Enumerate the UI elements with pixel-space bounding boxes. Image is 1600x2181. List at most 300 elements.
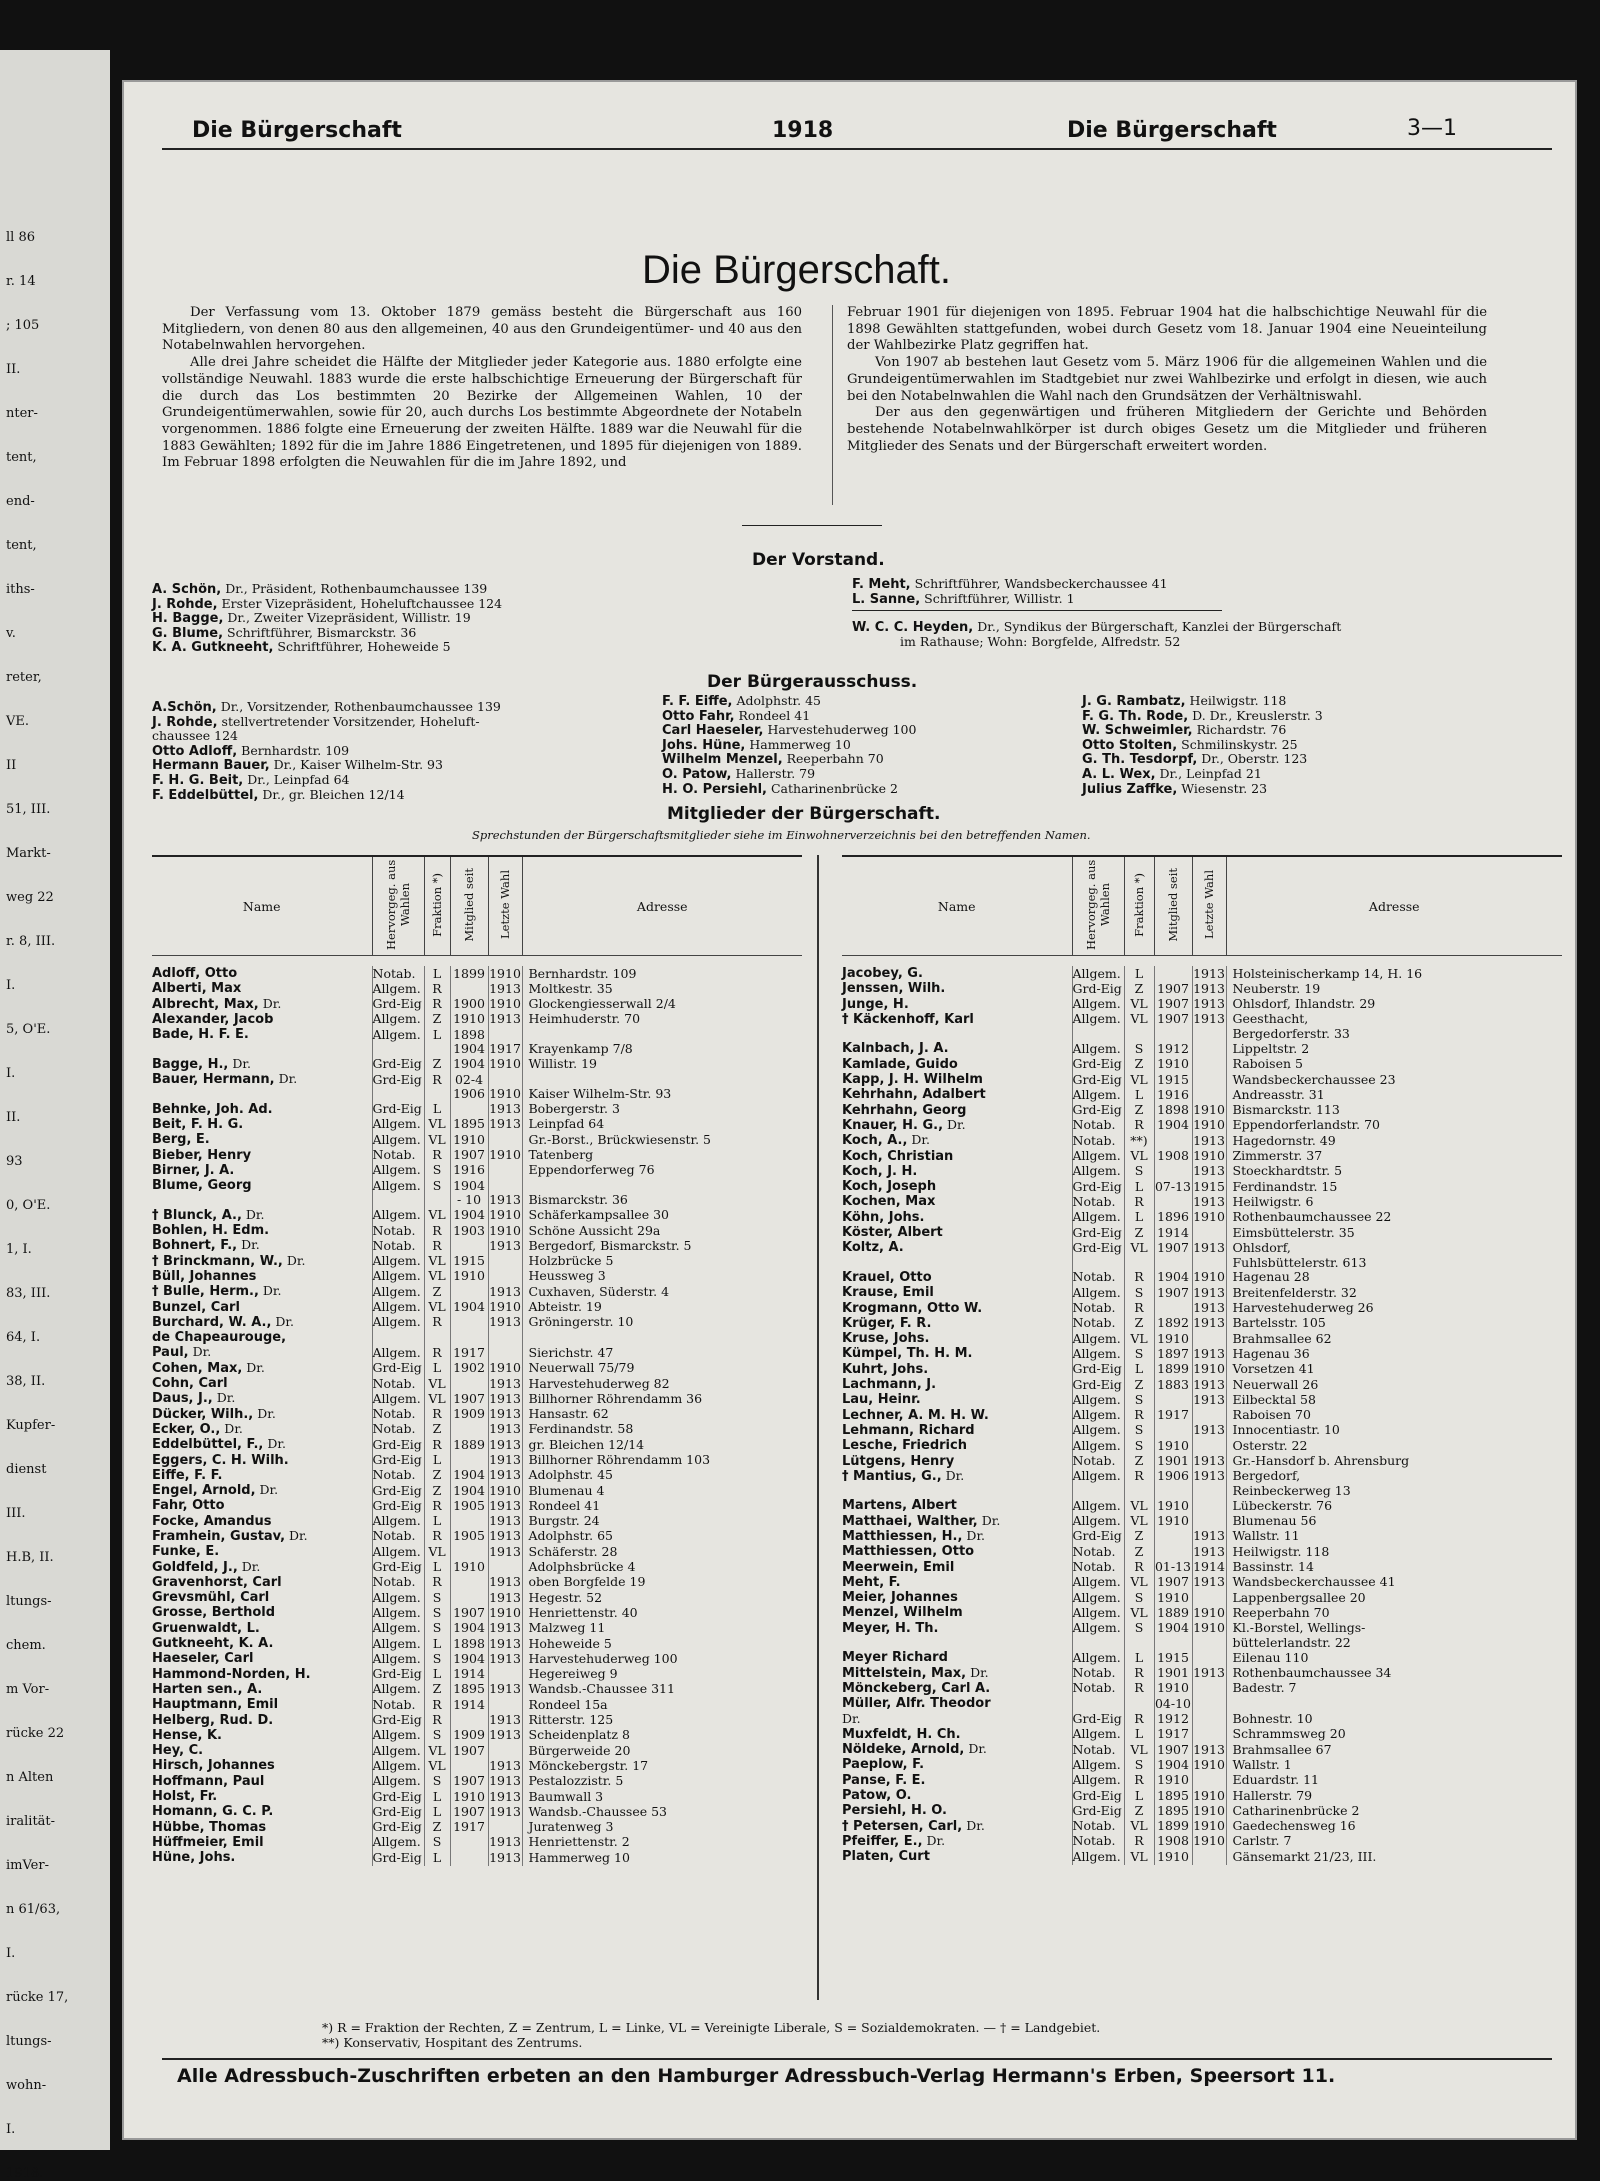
member-name: Lütgens, Henry	[842, 1453, 955, 1469]
letzte-wahl-cell: 1910	[1193, 1756, 1225, 1772]
member-name: Hüne, Johs.	[152, 1850, 236, 1866]
member-name-cell	[842, 1438, 1072, 1453]
adresse-cell: Osterstr. 22	[1226, 1438, 1562, 1453]
member-name-cell	[152, 1254, 372, 1269]
member-name: Birner, J. A.	[152, 1162, 235, 1178]
column-header-label: Letzte Wahl	[498, 870, 512, 939]
column-header	[450, 856, 488, 956]
member-name: Hirsch, Johannes	[152, 1758, 275, 1774]
list-entry	[152, 773, 501, 788]
member-name: Ecker, O.,	[152, 1421, 221, 1437]
table-row	[842, 1072, 1562, 1087]
running-header-left: Die Bürgerschaft	[192, 118, 402, 143]
mitglied-seit-cell: 1907	[450, 1605, 488, 1620]
member-name-cell	[152, 1651, 372, 1666]
letzte-wahl-cell: 1913	[489, 1011, 521, 1027]
table-row	[842, 1149, 1562, 1164]
member-name: † Käckenhoff, Karl	[842, 1011, 974, 1027]
member-name: Büll, Johannes	[152, 1268, 257, 1284]
wahl-cell: Grd-Eig	[1072, 1240, 1124, 1255]
fraktion-cell: S	[1124, 1590, 1154, 1605]
member-name: Bohnert, F.,	[152, 1238, 238, 1254]
letzte-wahl-cell: 1910	[1193, 1102, 1225, 1118]
wahl-cell: Grd-Eig	[372, 1560, 424, 1575]
member-name: Harten sen., A.	[152, 1681, 263, 1697]
entry-name: F. G. Th. Rode,	[1082, 708, 1189, 724]
mitglied-seit-cell	[450, 1330, 488, 1345]
fraktion-cell: R	[1124, 1773, 1154, 1788]
adresse-cell: Mönckebergstr. 17	[522, 1758, 802, 1773]
table-row	[152, 966, 802, 981]
table-row	[152, 1284, 802, 1299]
wahl-cell: Grd-Eig	[1072, 981, 1124, 996]
letzte-wahl-cell: 1913	[489, 1497, 521, 1513]
wahl-cell: Allgem.	[1072, 1469, 1124, 1484]
footnote-fraktion: *) R = Fraktion der Rechten, Z = Zentrum, L = Linke, VL = Vereinigte Liberale, S = Sozialdemokraten. — † = Landgebiet.	[322, 2020, 1101, 2035]
adresse-cell: Eilbecktal 58	[1226, 1392, 1562, 1407]
mitglied-seit-cell: 1904	[1154, 1118, 1192, 1133]
wahl-cell: Allgem.	[372, 1178, 424, 1193]
column-header-label: Adresse	[1368, 898, 1420, 914]
syndikus-info-2: im Rathause; Wohn: Borgfelde, Alfredstr. 52	[900, 633, 1181, 649]
member-name: Blume, Georg	[152, 1178, 252, 1194]
adresse-cell: Kl.-Borstel, Wellings-	[1226, 1621, 1562, 1636]
letzte-wahl-cell: 1913	[489, 1650, 521, 1666]
member-name: Mittelstein, Max,	[842, 1665, 967, 1681]
wahl-cell: Allgem.	[1072, 1621, 1124, 1636]
adresse-cell: Willistr. 19	[522, 1057, 802, 1072]
mitglied-seit-cell	[1154, 1529, 1192, 1544]
member-name-cell	[152, 1713, 372, 1728]
letzte-wahl-cell: 1910	[1193, 1818, 1225, 1834]
wahl-cell: Allgem.	[1072, 1773, 1124, 1788]
fraktion-cell: S	[1124, 1438, 1154, 1453]
fraktion-cell: Z	[1124, 1225, 1154, 1240]
fraktion-cell: R	[424, 981, 450, 996]
adresse-cell: Malzweg 11	[522, 1621, 802, 1636]
mitglied-seit-cell: 1898	[1154, 1103, 1192, 1118]
letzte-wahl-cell: 1913	[489, 1589, 521, 1605]
table-row	[842, 1285, 1562, 1300]
table-row	[842, 966, 1562, 981]
letzte-wahl-cell: 1913	[1193, 1239, 1225, 1255]
member-title: Dr.	[286, 1252, 306, 1268]
entry-name: Otto Stolten,	[1082, 737, 1178, 753]
margin-fragment: dienst	[6, 1462, 47, 1477]
wahl-cell: Notab.	[1072, 1681, 1124, 1696]
letzte-wahl-cell: 1913	[1193, 1543, 1225, 1559]
margin-fragment: tent,	[6, 538, 37, 553]
member-name: Bade, H. F. E.	[152, 1027, 249, 1043]
mitglied-seit-cell	[450, 1453, 488, 1468]
member-name: Krüger, F. R.	[842, 1315, 932, 1331]
letzte-wahl-cell: 1910	[1193, 1269, 1225, 1285]
table-row	[152, 1300, 802, 1315]
member-name-cell	[842, 1544, 1072, 1559]
fraktion-cell: S	[1124, 1164, 1154, 1179]
wahl-cell: Allgem.	[1072, 1650, 1124, 1665]
wahl-cell: Grd-Eig	[372, 1057, 424, 1072]
letzte-wahl-cell	[1192, 1773, 1226, 1788]
mitglied-seit-cell: 1906	[450, 1087, 488, 1101]
member-name: Kapp, J. H. Wilhelm	[842, 1072, 983, 1088]
fraktion-cell: Z	[424, 1468, 450, 1483]
member-name: Lehmann, Richard	[842, 1422, 975, 1438]
wahl-cell: Grd-Eig	[372, 1789, 424, 1804]
member-name-cell	[842, 1819, 1072, 1834]
letzte-wahl-cell: 1913	[489, 1192, 521, 1208]
wahl-cell: Notab.	[372, 1148, 424, 1163]
member-name-cell	[842, 1803, 1072, 1818]
margin-fragment: rücke 22	[6, 1726, 65, 1741]
member-name-cell	[842, 981, 1072, 996]
table-row	[152, 1514, 802, 1529]
table-row	[842, 1484, 1562, 1498]
member-name: † Petersen, Carl,	[842, 1818, 963, 1834]
table-row	[842, 1027, 1562, 1041]
letzte-wahl-cell: 1917	[489, 1041, 521, 1057]
member-name: Jacobey, G.	[842, 966, 923, 981]
member-name: Kümpel, Th. H. M.	[842, 1346, 973, 1362]
margin-fragment: 64, I.	[6, 1330, 41, 1345]
ausschuss-column-3	[1082, 694, 1323, 796]
fraktion-cell	[1124, 1256, 1154, 1270]
table-row	[842, 1590, 1562, 1605]
fraktion-cell: L	[1124, 1788, 1154, 1803]
member-name-cell	[842, 1834, 1072, 1849]
entry-name: O. Patow,	[662, 766, 732, 782]
letzte-wahl-cell: 1910	[489, 1299, 521, 1315]
letzte-wahl-cell	[488, 1330, 522, 1345]
mitglied-seit-cell	[450, 1102, 488, 1117]
fraktion-cell: Z	[1124, 1454, 1154, 1469]
table-row	[842, 1696, 1562, 1711]
mitglied-seit-cell	[1154, 1164, 1192, 1179]
wahl-cell: Allgem.	[372, 1774, 424, 1789]
column-header	[1226, 856, 1562, 956]
letzte-wahl-cell: 1910	[1193, 1117, 1225, 1133]
letzte-wahl-cell	[488, 1345, 522, 1360]
member-name-cell	[152, 1697, 372, 1712]
member-name-cell	[842, 1621, 1072, 1636]
mitglied-seit-cell	[450, 1422, 488, 1437]
mitglieder-subtitle: Sprechstunden der Bürgerschaftsmitglieder siehe im Einwohnerverzeichnis bei den betreffenden Namen.	[472, 828, 1091, 842]
header-row	[152, 856, 802, 956]
table-row	[842, 1621, 1562, 1636]
fraktion-cell: Z	[424, 1057, 450, 1072]
wahl-cell: Allgem.	[372, 981, 424, 996]
letzte-wahl-cell: 1913	[1193, 1741, 1225, 1757]
fraktion-cell: VL	[1124, 1012, 1154, 1027]
wahl-cell	[1072, 1484, 1124, 1498]
table-row	[152, 1590, 802, 1605]
table-row	[152, 1391, 802, 1406]
wahl-cell: Notab.	[372, 1468, 424, 1483]
adresse-cell: Holzbrücke 5	[522, 1254, 802, 1269]
letzte-wahl-cell	[488, 1072, 522, 1087]
table-row	[152, 1102, 802, 1117]
fraktion-cell: L	[424, 1361, 450, 1376]
table-row	[842, 1636, 1562, 1650]
mitglied-seit-cell: 1917	[450, 1820, 488, 1835]
mitglied-seit-cell: 1910	[1154, 1438, 1192, 1453]
syndikus-info: Dr., Syndikus der Bürgerschaft, Kanzlei der Bürgerschaft	[977, 619, 1342, 634]
table-row	[152, 1238, 802, 1253]
member-name-cell	[842, 1849, 1072, 1864]
wahl-cell: Allgem.	[372, 1012, 424, 1027]
member-name-cell	[842, 1498, 1072, 1513]
fraktion-cell: Z	[424, 1682, 450, 1697]
table-row	[152, 1012, 802, 1027]
letzte-wahl-cell	[488, 1269, 522, 1284]
mitglied-seit-cell: 1905	[450, 1498, 488, 1513]
wahl-cell: Allgem.	[1072, 1149, 1124, 1164]
entry-name: A.Schön,	[152, 700, 217, 715]
wahl-cell: Allgem.	[1072, 1438, 1124, 1453]
letzte-wahl-cell: 1913	[489, 980, 521, 996]
wahl-cell: Grd-Eig	[372, 1713, 424, 1728]
adresse-cell: Gr.-Borst., Brückwiesenstr. 5	[522, 1132, 802, 1147]
adresse-cell: Lappenbergsallee 20	[1226, 1590, 1562, 1605]
mitglied-seit-cell	[450, 981, 488, 996]
list-entry	[662, 752, 916, 767]
member-name: Grosse, Berthold	[152, 1605, 276, 1621]
adresse-cell: Hegereiweg 9	[522, 1667, 802, 1682]
fraktion-cell: R	[424, 1498, 450, 1513]
letzte-wahl-cell: 1913	[489, 1574, 521, 1590]
wahl-cell: Notab.	[372, 1529, 424, 1544]
entry-name: Otto Fahr,	[662, 708, 735, 724]
running-header-right: Die Bürgerschaft	[1067, 118, 1277, 143]
entry-info: Rondeel 41	[738, 707, 811, 723]
fraktion-cell: S	[424, 1605, 450, 1620]
adresse-cell: Heussweg 3	[522, 1269, 802, 1284]
fraktion-cell: Z	[424, 1422, 450, 1437]
table-row	[842, 1057, 1562, 1072]
letzte-wahl-cell: 1913	[1193, 1391, 1225, 1407]
member-name: Matthaei, Walther,	[842, 1513, 978, 1529]
member-name: Hübbe, Thomas	[152, 1819, 267, 1835]
letzte-wahl-cell: 1913	[489, 1467, 521, 1483]
member-name-cell	[842, 1133, 1072, 1148]
member-name: Nöldeke, Arnold,	[842, 1742, 965, 1758]
margin-fragment: m Vor-	[6, 1682, 50, 1697]
list-entry	[152, 788, 501, 803]
wahl-cell: Notab.	[1072, 1118, 1124, 1133]
table-row	[152, 1437, 802, 1452]
member-name: Pfeiffer, E.,	[842, 1833, 923, 1849]
table-row	[842, 1575, 1562, 1590]
wahl-cell: Notab.	[1072, 1666, 1124, 1681]
table-row	[842, 1423, 1562, 1438]
mitglied-seit-cell: 1901	[1154, 1666, 1192, 1681]
wahl-cell: Grd-Eig	[372, 1453, 424, 1468]
member-name: Matthiessen, Otto	[842, 1544, 975, 1560]
letzte-wahl-cell	[1192, 1590, 1226, 1605]
intro-paragraph: Der aus den gegenwärtigen und früheren Mitgliedern der Gerichte und Behörden bestehende Notabelnwahlkörper ist durch obiges Gesetz um die Mitglieder und früheren Mitglieder des Senats und der Bürgerschaft erweitert worden.	[847, 405, 1487, 454]
member-name-cell	[842, 1316, 1072, 1331]
table-row	[152, 997, 802, 1012]
letzte-wahl-cell: 1913	[489, 1834, 521, 1850]
member-name: Lesche, Friedrich	[842, 1438, 967, 1454]
letzte-wahl-cell: 1910	[489, 1207, 521, 1223]
list-entry	[152, 715, 501, 730]
fraktion-cell: R	[424, 1437, 450, 1452]
letzte-wahl-cell: 1913	[1193, 1453, 1225, 1468]
member-title: Dr.	[262, 995, 282, 1011]
member-name: Kochen, Max	[842, 1194, 936, 1210]
member-name-cell	[152, 1330, 372, 1345]
table-row	[842, 1514, 1562, 1529]
wahl-cell: Notab.	[372, 1422, 424, 1437]
table-row	[152, 1468, 802, 1483]
mitglied-seit-cell: 1892	[1154, 1316, 1192, 1331]
fraktion-cell: **)	[1124, 1133, 1154, 1148]
letzte-wahl-cell	[1192, 1027, 1226, 1041]
wahl-cell: Allgem.	[1072, 1423, 1124, 1438]
mitglied-seit-cell: 1899	[1154, 1362, 1192, 1377]
fraktion-cell	[424, 1042, 450, 1056]
table-row	[152, 1193, 802, 1207]
table-row	[152, 1345, 802, 1360]
margin-fragment: I.	[6, 2122, 16, 2137]
member-name: Homann, G. C. P.	[152, 1804, 274, 1820]
fraktion-cell: R	[1124, 1834, 1154, 1849]
fraktion-cell: R	[424, 1072, 450, 1087]
margin-fragment: nter-	[6, 406, 38, 421]
fraktion-cell: Z	[1124, 1103, 1154, 1118]
member-name: Hense, K.	[152, 1727, 222, 1743]
margin-fragment: wohn-	[6, 2078, 47, 2093]
adresse-cell: Schöne Aussicht 29a	[522, 1223, 802, 1238]
member-name-cell	[842, 1149, 1072, 1164]
list-entry	[662, 709, 916, 724]
wahl-cell: Allgem.	[1072, 1408, 1124, 1423]
mitglied-seit-cell: 1909	[450, 1728, 488, 1743]
letzte-wahl-cell	[1192, 1727, 1226, 1742]
letzte-wahl-cell: 1910	[489, 1086, 521, 1102]
table-row	[842, 1834, 1562, 1849]
member-title: Dr.	[945, 1467, 965, 1483]
fraktion-cell: Z	[1124, 981, 1154, 996]
table-row	[152, 1223, 802, 1238]
wahl-cell: Notab.	[372, 1376, 424, 1391]
fraktion-cell: Z	[424, 1284, 450, 1299]
adresse-cell	[522, 1027, 802, 1042]
mitglied-seit-cell: 1895	[450, 1682, 488, 1697]
mitglied-seit-cell: 1904	[450, 1042, 488, 1056]
entry-name: Carl Haeseler,	[662, 723, 764, 739]
member-name-cell	[152, 1820, 372, 1835]
mitglied-seit-cell	[1154, 1544, 1192, 1559]
fraktion-cell: VL	[1124, 1819, 1154, 1834]
letzte-wahl-cell: 1914	[1193, 1559, 1225, 1575]
vorstand-left-list	[152, 582, 502, 655]
fraktion-cell: S	[424, 1835, 450, 1850]
letzte-wahl-cell: 1915	[1193, 1178, 1225, 1194]
adresse-cell: Blumenau 4	[522, 1483, 802, 1498]
fraktion-cell: S	[1124, 1392, 1154, 1407]
letzte-wahl-cell	[1192, 1072, 1226, 1087]
letzte-wahl-cell	[1192, 1438, 1226, 1453]
table-row	[152, 1132, 802, 1147]
list-entry	[1082, 709, 1323, 724]
fraktion-cell: R	[1124, 1270, 1154, 1285]
letzte-wahl-cell	[1192, 1681, 1226, 1696]
fraktion-cell: L	[424, 1027, 450, 1042]
member-name: de Chapeaurouge,	[152, 1330, 287, 1346]
margin-fragment: imVer-	[6, 1858, 49, 1873]
mitglied-seit-cell: 1907	[450, 1743, 488, 1758]
wahl-cell: Grd-Eig	[1072, 1788, 1124, 1803]
table-row	[152, 1148, 802, 1163]
member-title: Dr.	[246, 1359, 265, 1375]
fraktion-cell: VL	[1124, 1849, 1154, 1864]
fraktion-cell: L	[424, 1636, 450, 1651]
page-title: Die Bürgerschaft.	[642, 248, 952, 292]
footnote-konservativ: **) Konservativ, Hospitant des Zentrums.	[322, 2035, 583, 2050]
entry-info: Adolphstr. 45	[736, 693, 821, 708]
member-name-cell	[152, 1560, 372, 1575]
entry-info: Schmilinskystr. 25	[1181, 736, 1298, 752]
member-name-cell	[842, 1636, 1072, 1650]
adresse-cell: Heilwigstr. 6	[1226, 1194, 1562, 1209]
adresse-cell: Bergedorf,	[1226, 1469, 1562, 1484]
wahl-cell: Notab.	[372, 1407, 424, 1422]
member-name-cell	[842, 966, 1072, 981]
member-name-cell	[842, 1727, 1072, 1742]
member-name-cell	[152, 1544, 372, 1559]
letzte-wahl-cell: 1913	[1193, 1528, 1225, 1544]
column-header	[488, 856, 522, 956]
wahl-cell	[1072, 1027, 1124, 1041]
entry-info: Reeperbahn 70	[786, 751, 884, 767]
member-title: Dr.	[245, 1206, 265, 1222]
member-name-cell	[152, 1087, 372, 1101]
member-name-cell	[842, 1408, 1072, 1423]
adresse-cell: Bergedorferstr. 33	[1226, 1027, 1562, 1041]
member-name-cell	[842, 1605, 1072, 1620]
member-name-cell	[842, 1164, 1072, 1179]
mitglied-seit-cell: 1910	[1154, 1057, 1192, 1072]
members-table-right	[842, 855, 1562, 1865]
adresse-cell: Kaiser Wilhelm-Str. 93	[522, 1087, 802, 1101]
mitglied-seit-cell	[450, 1758, 488, 1773]
wahl-cell: Grd-Eig	[1072, 1225, 1124, 1240]
fraktion-cell: R	[1124, 1194, 1154, 1209]
list-entry	[152, 597, 502, 612]
entry-name: G. Blume,	[152, 625, 224, 641]
fraktion-cell: VL	[424, 1117, 450, 1132]
letzte-wahl-cell: 1913	[489, 1513, 521, 1529]
list-entry	[152, 582, 502, 597]
letzte-wahl-cell: 1910	[1193, 1361, 1225, 1377]
adresse-cell: Schrammsweg 20	[1226, 1727, 1562, 1742]
fraktion-cell: Z	[1124, 1377, 1154, 1392]
mitglied-seit-cell: 1917	[450, 1345, 488, 1360]
list-entry	[152, 729, 501, 744]
adresse-cell: Hagenau 36	[1226, 1346, 1562, 1361]
member-title: Dr.	[241, 1558, 261, 1574]
wahl-cell: Allgem.	[1072, 966, 1124, 981]
mitglied-seit-cell	[450, 1315, 488, 1330]
letzte-wahl-cell	[1192, 1498, 1226, 1513]
margin-fragment: ; 105	[6, 318, 40, 333]
mitglied-seit-cell: 1907	[1154, 1240, 1192, 1255]
adresse-cell: Juratenweg 3	[522, 1820, 802, 1835]
column-header-label: Name	[937, 898, 976, 914]
member-name-cell	[152, 1804, 372, 1819]
